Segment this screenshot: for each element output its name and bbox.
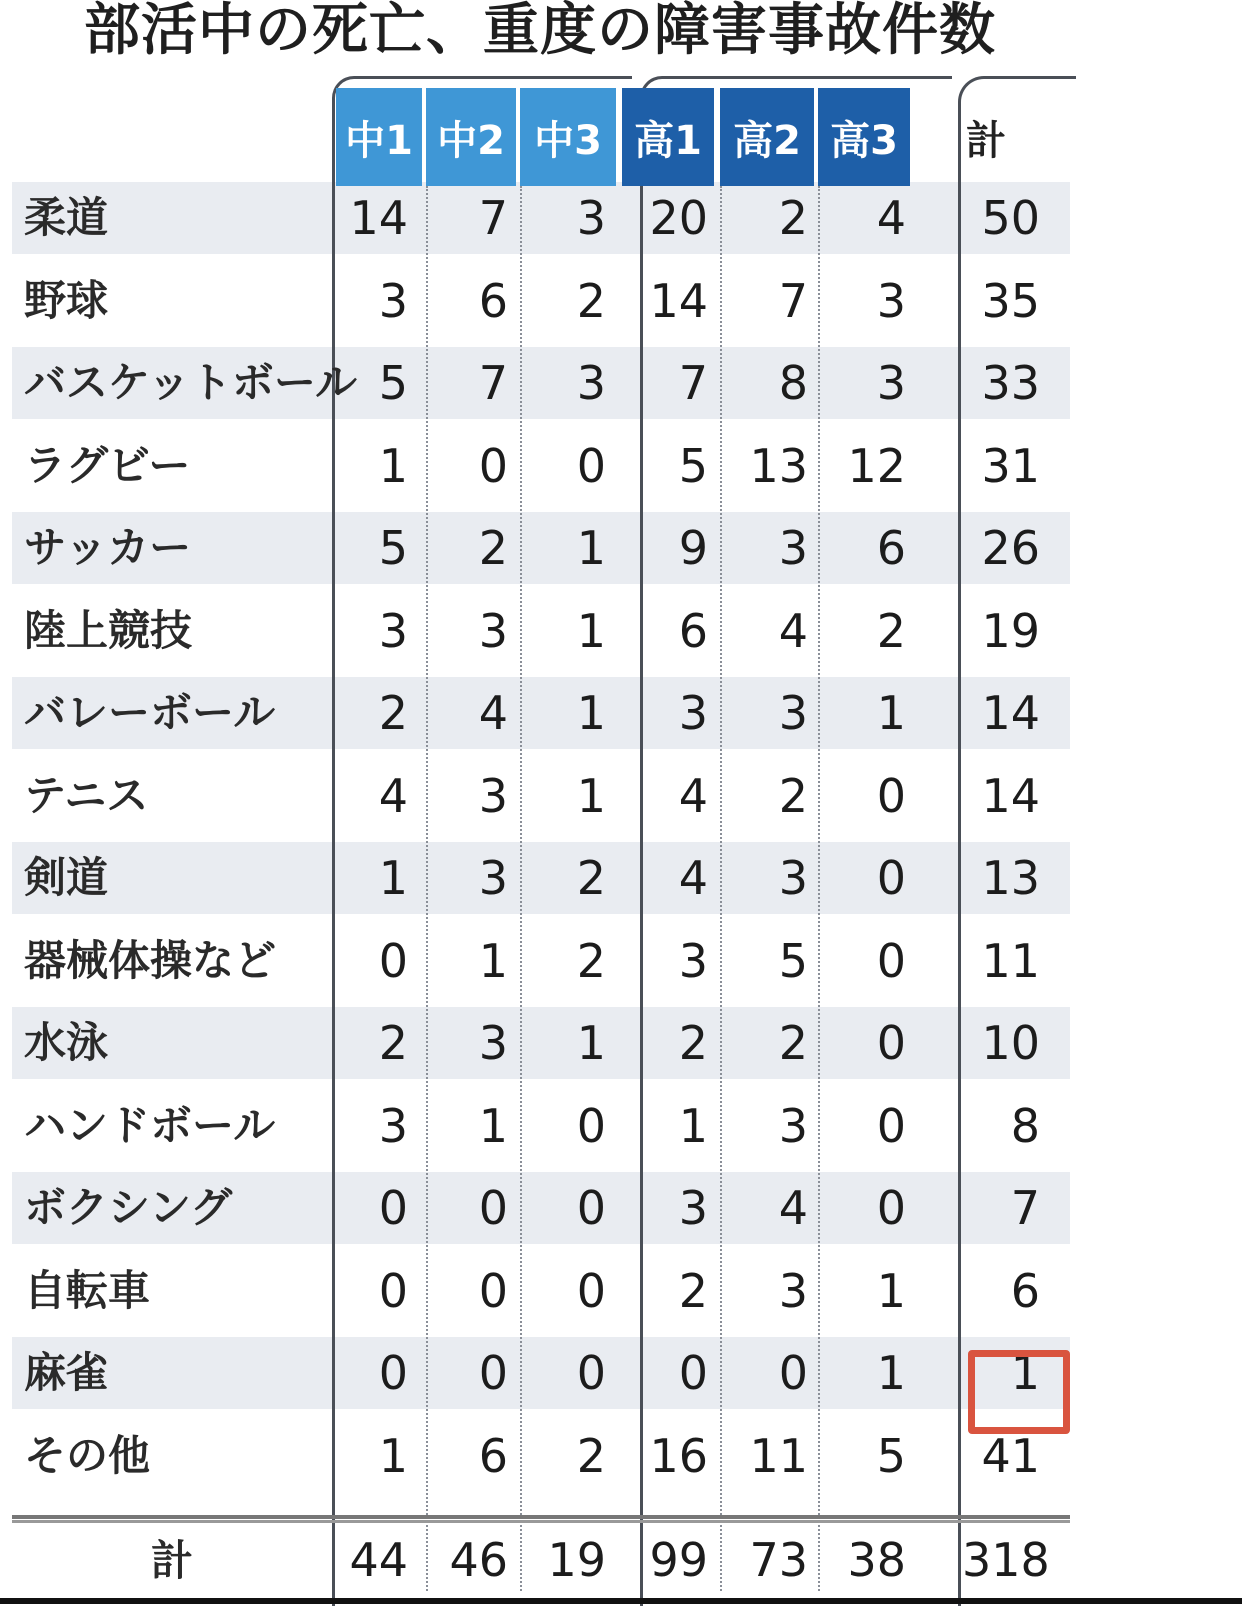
column-divider: [426, 186, 428, 1591]
table-cell: 14: [981, 686, 1040, 740]
table-cell: 3: [876, 356, 906, 410]
table-cell: 0: [778, 1346, 808, 1400]
table-cell: 6: [1010, 1263, 1040, 1318]
column-header: 中1: [336, 88, 422, 186]
row-label: ハンドボール: [24, 1100, 276, 1150]
table-cell: 33: [981, 356, 1040, 410]
row-label: バスケットボール: [24, 358, 358, 407]
table-cell: 3: [478, 1016, 508, 1070]
row-label: 野球: [24, 275, 109, 325]
row-label: その他: [24, 1430, 151, 1480]
column-header: 高3: [818, 88, 910, 186]
table-cell: 41: [981, 1428, 1040, 1483]
table-cell: 4: [678, 851, 708, 905]
table-cell: 0: [876, 851, 906, 905]
table-cell: 50: [981, 191, 1040, 245]
row-label: テニス: [24, 770, 149, 820]
column-header: 中3: [520, 88, 616, 186]
table-cell: 1: [478, 1098, 508, 1153]
table-cell: 14: [981, 768, 1040, 823]
table-cell: 7: [478, 191, 508, 245]
column-header: 計: [966, 117, 1006, 164]
total-cell: 46: [449, 1533, 508, 1587]
table-cell: 2: [378, 1016, 408, 1070]
table-cell: 2: [576, 1428, 606, 1483]
table-cell: 26: [981, 521, 1040, 575]
column-header: 中2: [426, 88, 516, 186]
table-cell: 4: [876, 191, 906, 245]
table-cell: 4: [778, 603, 808, 658]
table-cell: 3: [478, 768, 508, 823]
row-label: 器械体操など: [24, 935, 277, 985]
table-cell: 11: [749, 1428, 808, 1483]
table-cell: 5: [378, 521, 408, 575]
table-cell: 0: [576, 1263, 606, 1318]
table-cell: 1: [1010, 1346, 1040, 1400]
table-cell: 5: [378, 356, 408, 410]
row-label: 自転車: [24, 1265, 151, 1315]
row-label: 水泳: [24, 1018, 109, 1067]
bottom-rule: [0, 1598, 1242, 1604]
table-cell: 0: [478, 1263, 508, 1318]
table-cell: 1: [576, 521, 606, 575]
table-cell: 3: [876, 273, 906, 328]
table-cell: 2: [576, 851, 606, 905]
table-cell: 0: [576, 1346, 606, 1400]
table-cell: 2: [576, 273, 606, 328]
table-cell: 8: [778, 356, 808, 410]
table-cell: 11: [981, 933, 1040, 988]
table-cell: 2: [876, 603, 906, 658]
table-cell: 31: [981, 438, 1040, 493]
row-label: サッカー: [24, 523, 192, 572]
table-cell: 4: [378, 768, 408, 823]
table-cell: 0: [576, 1181, 606, 1235]
table-cell: 6: [478, 273, 508, 328]
total-cell: 44: [349, 1533, 408, 1587]
table-cell: 0: [576, 1098, 606, 1153]
table-cell: 4: [478, 686, 508, 740]
row-label: ボクシング: [24, 1183, 233, 1232]
table-cell: 2: [478, 521, 508, 575]
table-cell: 0: [478, 1181, 508, 1235]
table-cell: 7: [778, 273, 808, 328]
table-cell: 7: [478, 356, 508, 410]
table-cell: 5: [778, 933, 808, 988]
total-row-label: 計: [150, 1536, 193, 1585]
table-cell: 1: [678, 1098, 708, 1153]
total-cell: 99: [649, 1533, 708, 1587]
table-cell: 3: [378, 603, 408, 658]
table-cell: 0: [378, 933, 408, 988]
table-cell: 0: [378, 1346, 408, 1400]
chart-title: 部活中の死亡、重度の障害事故件数: [84, 0, 996, 63]
table-cell: 10: [981, 1016, 1040, 1070]
row-label: ラグビー: [24, 440, 191, 490]
table-cell: 0: [678, 1346, 708, 1400]
table-cell: 0: [576, 438, 606, 493]
table-cell: 16: [649, 1428, 708, 1483]
table-cell: 1: [576, 603, 606, 658]
table-cell: 2: [678, 1263, 708, 1318]
table-cell: 0: [478, 438, 508, 493]
table-cell: 0: [876, 768, 906, 823]
table-cell: 0: [876, 1098, 906, 1153]
row-label: バレーボール: [24, 688, 276, 737]
table-cell: 3: [778, 1263, 808, 1318]
table-cell: 0: [478, 1346, 508, 1400]
table-cell: 5: [678, 438, 708, 493]
row-label: 麻雀: [24, 1348, 109, 1397]
total-cell: 73: [749, 1533, 808, 1587]
table-cell: 1: [378, 851, 408, 905]
table-cell: 3: [678, 686, 708, 740]
table-cell: 1: [478, 933, 508, 988]
table-cell: 0: [876, 1181, 906, 1235]
column-divider: [720, 186, 722, 1591]
table-cell: 7: [678, 356, 708, 410]
table-cell: 3: [778, 851, 808, 905]
table-cell: 8: [1010, 1098, 1040, 1153]
table-cell: 6: [876, 521, 906, 575]
table-cell: 2: [778, 768, 808, 823]
table-cell: 9: [678, 521, 708, 575]
table-cell: 6: [478, 1428, 508, 1483]
column-divider: [520, 186, 522, 1591]
table-cell: 1: [378, 1428, 408, 1483]
table-cell: 1: [876, 1346, 906, 1400]
table-cell: 3: [678, 1181, 708, 1235]
table-cell: 3: [576, 191, 606, 245]
table-cell: 2: [778, 191, 808, 245]
table-cell: 0: [378, 1263, 408, 1318]
table-cell: 3: [478, 851, 508, 905]
table-cell: 1: [576, 768, 606, 823]
table-cell: 13: [981, 851, 1040, 905]
table-cell: 3: [778, 1098, 808, 1153]
table-cell: 1: [378, 438, 408, 493]
table-cell: 6: [678, 603, 708, 658]
table-cell: 3: [576, 356, 606, 410]
table-cell: 14: [349, 191, 408, 245]
table-cell: 13: [749, 438, 808, 493]
table-cell: 1: [576, 1016, 606, 1070]
table-cell: 1: [576, 686, 606, 740]
table-cell: 1: [876, 686, 906, 740]
total-cell: 38: [847, 1533, 906, 1587]
column-divider: [818, 186, 820, 1591]
table-cell: 4: [778, 1181, 808, 1235]
table-cell: 2: [678, 1016, 708, 1070]
table-cell: 3: [378, 1098, 408, 1153]
table-cell: 3: [478, 603, 508, 658]
row-label: 柔道: [24, 193, 109, 242]
table-cell: 3: [378, 273, 408, 328]
column-header: 高2: [720, 88, 814, 186]
table-cell: 2: [576, 933, 606, 988]
highlight-box: [968, 1350, 1070, 1434]
row-label: 陸上競技: [24, 605, 193, 655]
table-cell: 3: [778, 521, 808, 575]
table-cell: 2: [378, 686, 408, 740]
table-cell: 3: [778, 686, 808, 740]
table-cell: 0: [876, 1016, 906, 1070]
table-cell: 2: [778, 1016, 808, 1070]
total-cell: 318: [962, 1533, 1050, 1587]
table-cell: 35: [981, 273, 1040, 328]
table-cell: 0: [876, 933, 906, 988]
table-cell: 5: [876, 1428, 906, 1483]
table-cell: 1: [876, 1263, 906, 1318]
table-cell: 20: [649, 191, 708, 245]
table-cell: 0: [378, 1181, 408, 1235]
table-cell: 7: [1010, 1181, 1040, 1235]
table-cell: 14: [649, 273, 708, 328]
table-cell: 3: [678, 933, 708, 988]
table-cell: 19: [981, 603, 1040, 658]
column-header: 高1: [622, 88, 714, 186]
table-cell: 4: [678, 768, 708, 823]
row-label: 剣道: [24, 853, 109, 902]
total-cell: 19: [547, 1533, 606, 1587]
table-cell: 12: [847, 438, 906, 493]
